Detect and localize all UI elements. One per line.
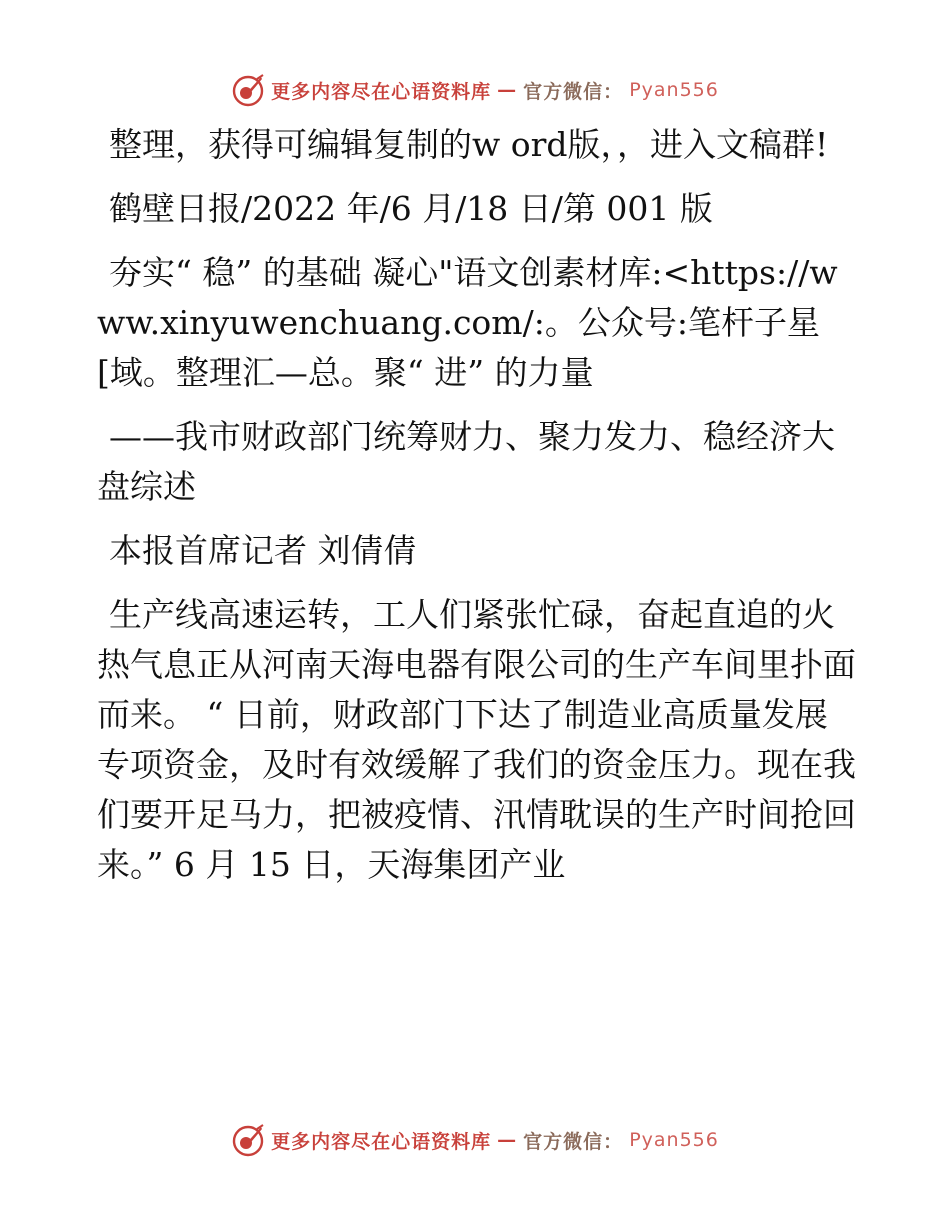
byline: 本报首席记者 刘倩倩	[109, 531, 417, 570]
article-title: 夯实“ 稳” 的基础 凝心"语文创素材库:<https://www.xinyuwenchuang.com/:。公众号:笔杆子星[域。整理汇—总。聚“ 进” 的力量	[97, 253, 838, 392]
footer-watermark	[0, 1120, 950, 1160]
article-subtitle: ——我市财政部门统筹财力、聚力发力、稳经济大盘综述	[97, 417, 835, 506]
watermark-dash: —	[497, 1129, 518, 1151]
quill-logo-icon	[231, 73, 265, 107]
intro-paragraph: 整理，获得可编辑复制的w ord版，，进入文稿群!	[109, 125, 829, 164]
watermark-main-text: 更多内容尽在心语资料库	[271, 1130, 492, 1153]
watermark-main-text: 更多内容尽在心语资料库	[271, 80, 492, 103]
header-watermark	[0, 70, 950, 110]
quill-logo-icon	[231, 1123, 265, 1157]
document-body	[97, 120, 857, 904]
watermark-wechat-id: Pyan556	[629, 79, 719, 101]
watermark-dash: —	[497, 79, 518, 101]
watermark-wechat-id: Pyan556	[629, 1129, 719, 1151]
watermark-sub-text: 官方微信：	[523, 80, 624, 103]
watermark-sub-text: 官方微信：	[523, 1130, 624, 1153]
body-paragraph: 生产线高速运转，工人们紧张忙碌，奋起直追的火热气息正从河南天海电器有限公司的生产车间里扑面而来。 “ 日前，财政部门下达了制造业高质量发展专项资金，及时有效缓解了我们的资金压力。现在我们要开足马力，把被疫情、汛情耽误的生产时间抢回来。” 6 月 15 日，天海集团产业	[97, 595, 856, 884]
source-line: 鹤壁日报/2022 年/6 月/18 日/第 001 版	[109, 189, 713, 228]
